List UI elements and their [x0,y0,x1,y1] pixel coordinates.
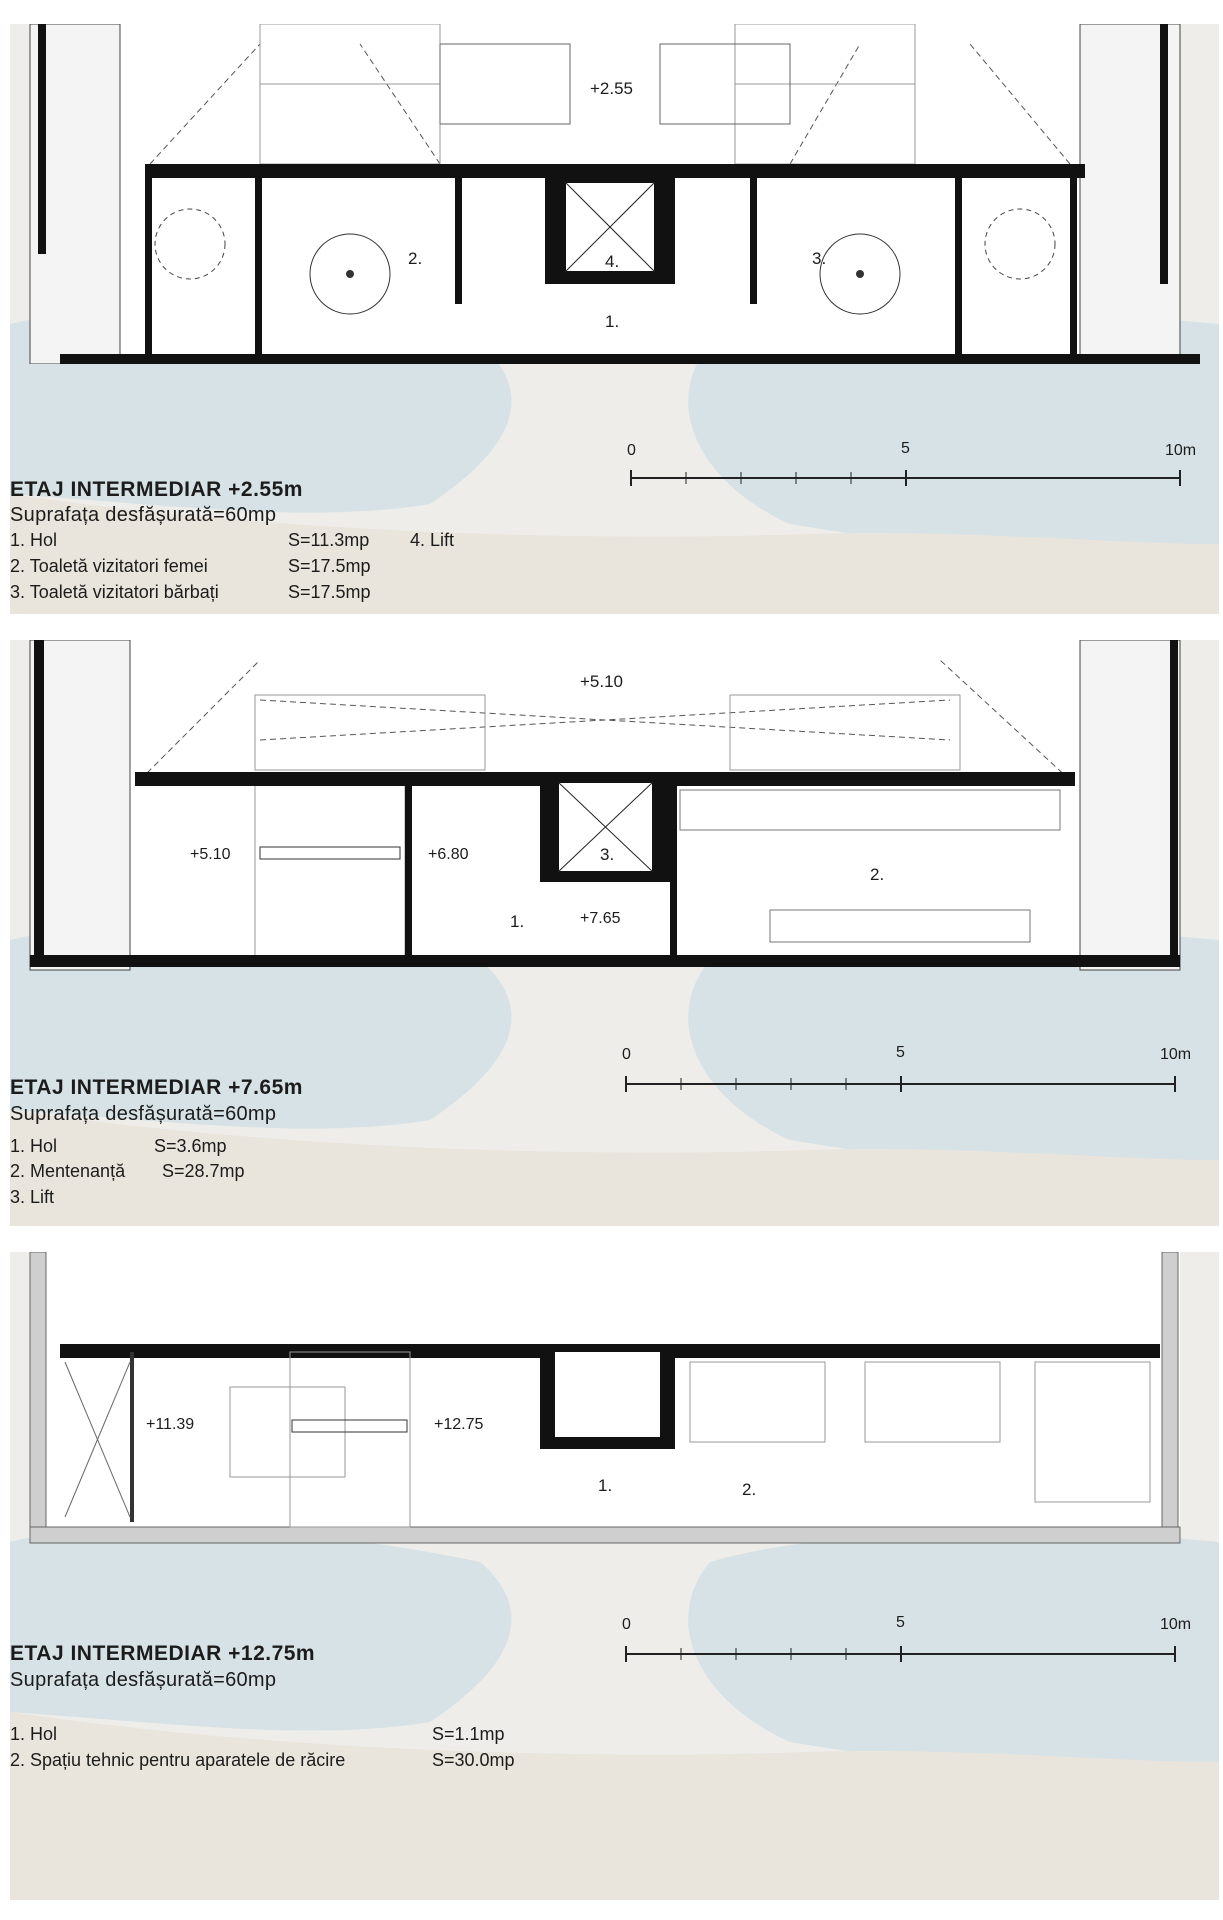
level-11-39: +11.39 [146,1416,195,1433]
room-label-3: 3. [600,845,615,864]
legend-area-2: S=17.5mp [288,556,371,576]
room-label-1: 1. [598,1476,613,1495]
legend-item-2: 2. Spațiu tehnic pentru aparatele de răcire [10,1750,346,1770]
legend-item-1: 1. Hol [10,1136,58,1156]
scale-label-0: 0 [622,1046,631,1063]
legend-item-2: 2. Toaletă vizitatori femei [10,556,208,576]
scale-label-10: 10m [1160,1616,1192,1633]
elevation-marker: +2.55 [590,79,634,98]
legend-area-2: S=30.0mp [432,1750,515,1770]
scale-bar [625,1070,1185,1100]
room-label-2: 2. [742,1480,757,1499]
legend-item-1: 1. Hol [10,530,58,550]
legend-item-3: 3. Toaletă vizitatori bărbați [10,582,219,602]
plan-subtitle: Suprafața desfășurată=60mp [10,1103,277,1125]
room-label-2: 2. [408,249,423,268]
elevation-marker: +5.10 [580,672,624,691]
legend-area-1: S=3.6mp [154,1136,227,1156]
legend-item-1: 1. Hol [10,1724,58,1744]
scale-label-0: 0 [622,1616,631,1633]
plan-panel-2-55 [10,24,1219,614]
level-7-65: +7.65 [580,910,621,927]
scale-label-10: 10m [1160,1046,1192,1063]
plan-panel-12-75 [10,1252,1219,1900]
scale-label-5: 5 [896,1044,905,1061]
legend-extra-1: 4. Lift [410,530,455,550]
level-12-75: +12.75 [434,1416,484,1433]
legend-item-2: 2. Mentenanță [10,1161,126,1181]
plan-title: ETAJ INTERMEDIAR +7.65m [10,1076,303,1099]
room-label-1: 1. [605,312,620,331]
scale-bar [630,464,1190,494]
plan-subtitle: Suprafața desfășurată=60mp [10,504,277,526]
room-label-4: 4. [605,252,620,271]
floor-plan-12-75 [10,1252,1219,1552]
level-5-10: +5.10 [190,846,231,863]
plan-title: ETAJ INTERMEDIAR +2.55m [10,478,303,501]
plan-subtitle: Suprafața desfășurată=60mp [10,1669,277,1691]
room-label-2: 2. [870,865,885,884]
legend-area-3: S=17.5mp [288,582,371,602]
scale-label-5: 5 [896,1614,905,1631]
scale-label-5: 5 [901,440,910,457]
scale-label-10: 10m [1165,442,1197,459]
plan-panel-7-65 [10,640,1219,1226]
scale-bar [625,1640,1185,1670]
legend-area-2: S=28.7mp [162,1161,245,1181]
legend-area-1: S=1.1mp [432,1724,505,1744]
scale-label-0: 0 [627,442,636,459]
legend-item-3: 3. Lift [10,1187,55,1207]
level-6-80: +6.80 [428,846,469,863]
legend-area-1: S=11.3mp [288,530,370,550]
room-label-1: 1. [510,912,525,931]
plan-title: ETAJ INTERMEDIAR +12.75m [10,1642,316,1665]
room-label-3: 3. [812,249,827,268]
